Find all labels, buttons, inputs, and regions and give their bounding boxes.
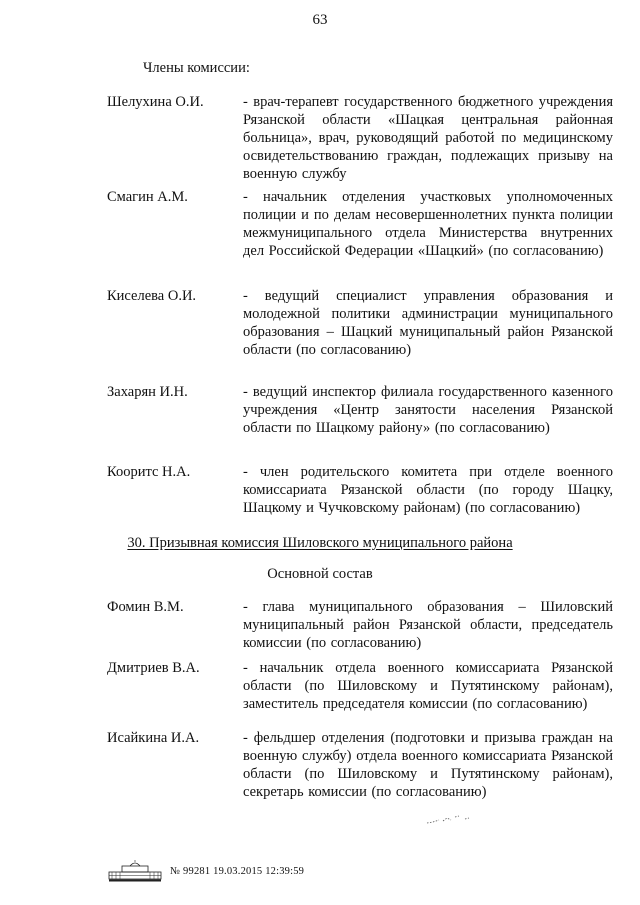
building-logo-icon (108, 860, 162, 882)
member-description: - ведущий инспектор филиала государственного казенного учреждения «Центр занятости населения Рязанской области по Шацкому району» (по согласованию) (243, 384, 613, 436)
member-description: - начальник отдела военного комиссариата Рязанской области (по Шиловскому и Путятинскому районам), заместитель председателя комиссии (по согласованию) (243, 660, 613, 712)
member-name: Киселева О.И. (107, 288, 197, 304)
document-stamp: № 99281 19.03.2015 12:39:59 (170, 865, 305, 877)
member-description: - фельдшер отделения (подготовки и призыва граждан на военную службу) отдела военного комиссариата Рязанской области (по Шиловскому и Путятинскому районам), секретарь комиссии (по согласованию) (243, 730, 613, 800)
member-name: Фомин В.М. (107, 599, 184, 615)
member-name: Захарян И.Н. (107, 384, 188, 400)
member-description: - врач-терапевт государственного бюджетного учреждения Рязанской области «Шацкая центральная районная больница», врач, руководящий работой по медицинскому освидетельствованию граждан, подлежащих призыву на военную службу (243, 94, 613, 182)
subsection-title: Основной состав (267, 566, 373, 582)
member-name: Шелухина О.И. (107, 94, 204, 110)
section-title: 30. Призывная комиссия Шиловского муниципального района (127, 535, 513, 551)
members-heading: Члены комиссии: (143, 60, 250, 76)
footer (108, 860, 304, 882)
member-description: - глава муниципального образования – Шиловский муниципальный район Рязанской области, председатель комиссии (по согласованию) (243, 599, 613, 651)
member-name: Кооритс Н.А. (107, 464, 191, 480)
page-number: 63 (312, 12, 328, 28)
member-name: Исайкина И.А. (107, 730, 200, 746)
member-description: - член родительского комитета при отделе военного комиссариата Рязанской области (по городу Шацку, Шацкому и Чучковскому районам) (по согласованию) (243, 464, 613, 516)
member-name: Смагин А.М. (107, 189, 188, 205)
member-description: - начальник отделения участковых уполномоченных полиции и по делам несовершеннолетних пункта полиции межмуниципального отдела Министерства внутренних дел Российской Федерации «Шацкий» (по согласованию) (243, 189, 613, 259)
member-name: Дмитриев В.А. (107, 660, 200, 676)
member-description: - ведущий специалист управления образования и молодежной политики администрации муниципального образования – Шацкий муниципальный район Рязанской области (по согласованию) (243, 288, 613, 358)
signature-mark (425, 812, 475, 826)
